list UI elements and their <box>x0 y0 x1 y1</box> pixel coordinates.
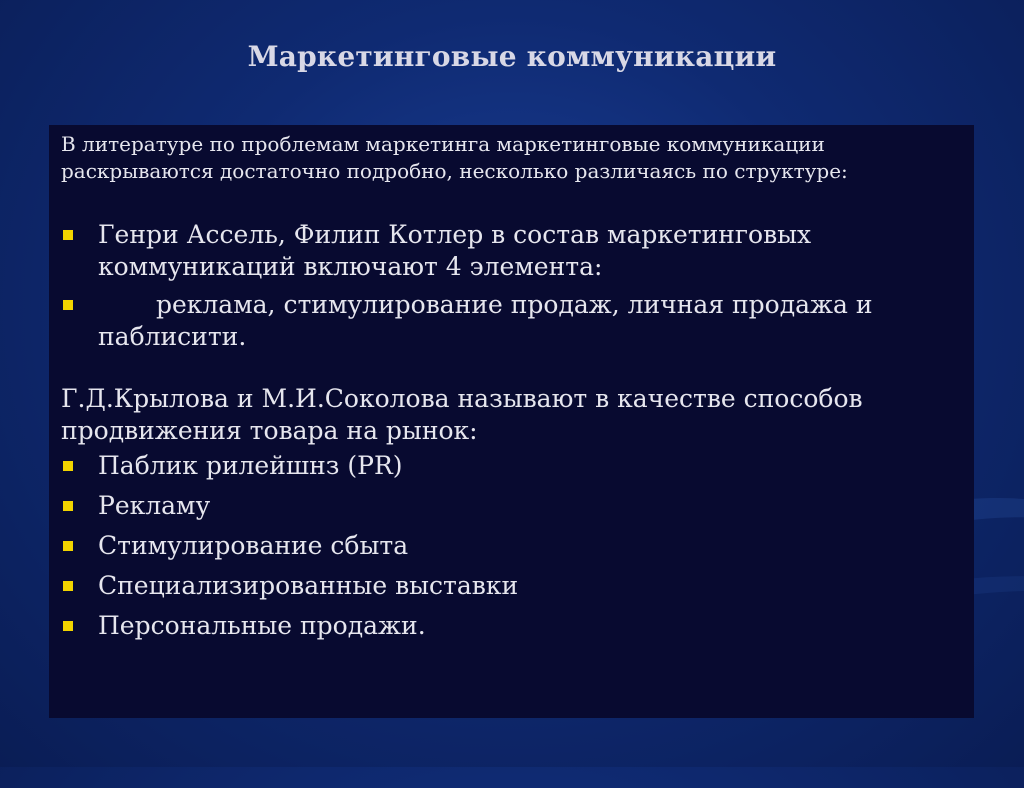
second-paragraph: Г.Д.Крылова и М.И.Соколова называют в качестве способов продвижения товара на рынок: <box>61 384 863 445</box>
square-bullet-icon <box>63 461 73 471</box>
list-item-text: Персональные продажи. <box>98 611 426 640</box>
list-item <box>61 610 960 642</box>
square-bullet-icon <box>63 501 73 511</box>
list-item <box>61 219 960 283</box>
square-bullet-icon <box>63 581 73 591</box>
intro-paragraph: В литературе по проблемам маркетинга маркетинговые коммуникации раскрываются достаточно подробно, несколько различаясь по структуре: <box>61 132 848 183</box>
list-item-text: Специализированные выставки <box>98 571 519 600</box>
list-item-text: реклама, стимулирование продаж, личная продажа и паблисити. <box>98 290 873 351</box>
list-item-text: Генри Ассель, Филип Котлер в состав маркетинговых коммуникаций включают 4 элемента: <box>98 220 812 281</box>
bullet-list-authors <box>61 219 960 353</box>
list-item <box>61 289 960 353</box>
square-bullet-icon <box>63 541 73 551</box>
list-item <box>61 530 960 562</box>
slide-title: Маркетинговые коммуникации <box>247 40 777 73</box>
list-item-text: Паблик рилейшнз (PR) <box>98 451 403 480</box>
content-panel <box>49 125 974 718</box>
square-bullet-icon <box>63 300 73 310</box>
square-bullet-icon <box>63 621 73 631</box>
list-item <box>61 570 960 602</box>
list-item-text: Рекламу <box>98 491 211 520</box>
bullet-list-methods <box>61 450 960 642</box>
square-bullet-icon <box>63 230 73 240</box>
list-item <box>61 450 960 482</box>
list-item <box>61 490 960 522</box>
list-item-text: Стимулирование сбыта <box>98 531 409 560</box>
